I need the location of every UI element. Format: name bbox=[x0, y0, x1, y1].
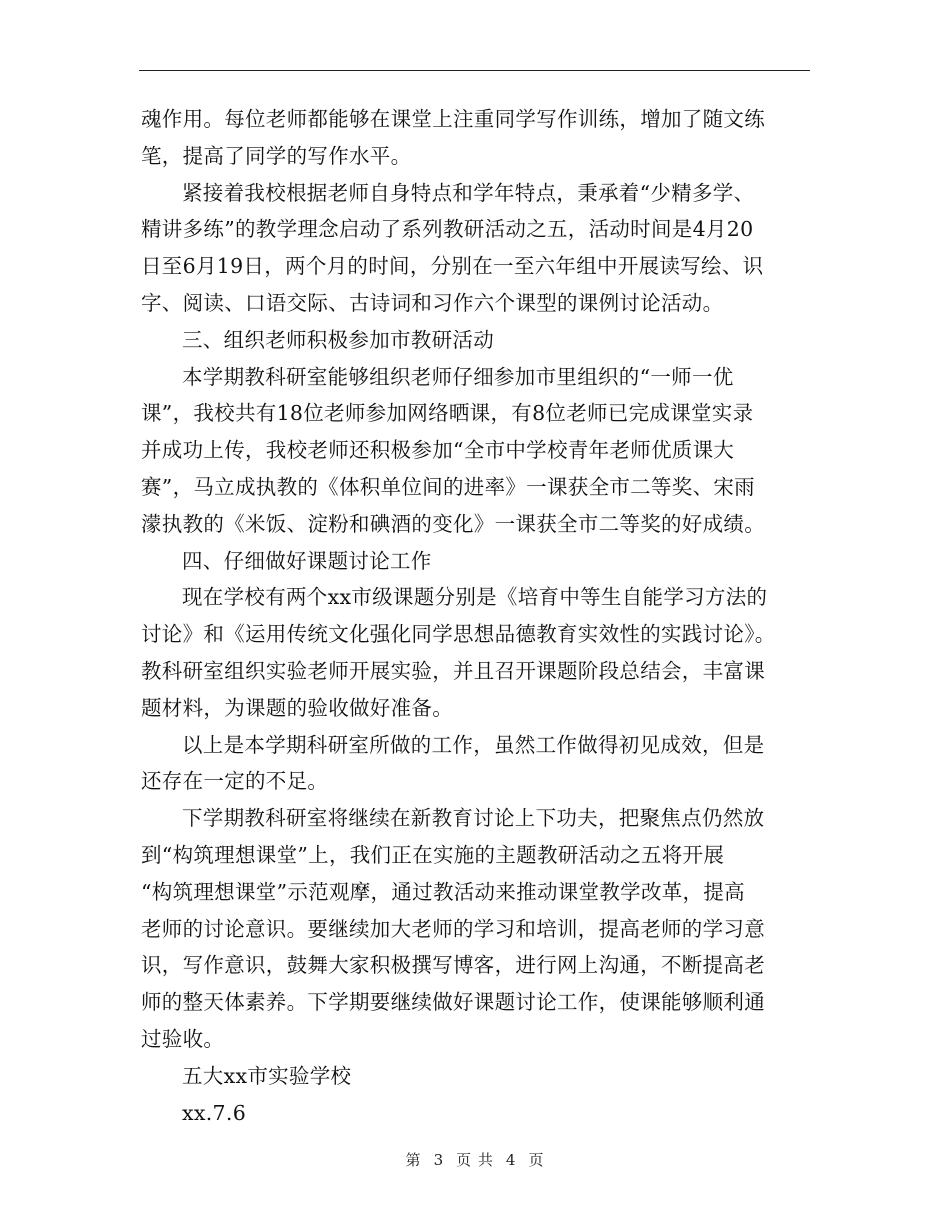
page-suffix: 页 bbox=[528, 1151, 545, 1169]
header-rule bbox=[139, 70, 810, 71]
text-line: 到“构筑理想课堂”上，我们正在实施的主题教研活动之五将开展 bbox=[141, 842, 725, 867]
page-mid: 页 共 bbox=[456, 1151, 494, 1169]
text-line: 并成功上传，我校老师还积极参加“全市中学校青年老师优质课大 bbox=[141, 438, 735, 463]
text-line: 魂作用。每位老师都能够在课堂上注重同学写作训练，增加了随文练 bbox=[141, 107, 765, 131]
text-line: 老师的讨论意识。要继续加大老师的学习和培训，提高老师的学习意 bbox=[141, 916, 765, 941]
text-line: 现在学校有两个xx市级课题分别是《培育中等生自能学习方法的 bbox=[182, 585, 768, 610]
text-line: 紧接着我校根据老师自身特点和学年特点，秉承着“少精多学、 bbox=[182, 180, 755, 205]
text-line: 识，写作意识，鼓舞大家积极撰写博客，进行网上沟通，不断提高老 bbox=[141, 953, 765, 978]
text-line: 师的整天体素养。下学期要继续做好课题讨论工作，使课能够顺利通 bbox=[141, 990, 765, 1015]
page-footer bbox=[0, 1150, 950, 1170]
text-line: “构筑理想课堂”示范观摩，通过教活动来推动课堂教学改革，提高 bbox=[141, 879, 745, 904]
text-line: 日至6月19日，两个月的时间，分别在一至六年组中开展读写绘、识 bbox=[141, 254, 764, 279]
text-line: 课”，我校共有18位老师参加网络晒课，有8位老师已完成课堂实录 bbox=[141, 401, 754, 426]
text-line: 题材料，为课题的验收做好准备。 bbox=[141, 695, 453, 720]
text-line: 濛执教的《米饭、淀粉和碘酒的变化》一课获全市二等奖的好成绩。 bbox=[141, 511, 765, 536]
text-line: 笔，提高了同学的写作水平。 bbox=[141, 143, 412, 168]
signature-organization: 五大xx市实验学校 bbox=[182, 1063, 352, 1088]
text-line: 本学期教科研室能够组织老师仔细参加市里组织的“一师一优 bbox=[182, 364, 734, 389]
signature-date: xx.7.6 bbox=[182, 1100, 247, 1125]
page-number: 3 bbox=[433, 1151, 445, 1169]
section-heading: 三、组织老师积极参加市教研活动 bbox=[182, 327, 494, 352]
document-body bbox=[141, 101, 801, 1131]
text-line: 还存在一定的不足。 bbox=[141, 769, 329, 794]
total-pages: 4 bbox=[505, 1151, 517, 1169]
text-line: 精讲多练”的教学理念启动了系列教研活动之五，活动时间是4月20 bbox=[141, 217, 754, 242]
text-line: 赛”，马立成执教的《体积单位间的进率》一课获全市二等奖、宋雨 bbox=[141, 474, 755, 499]
text-line: 讨论》和《运用传统文化强化同学思想品德教育实效性的实践讨论》。 bbox=[141, 622, 776, 647]
page-prefix: 第 bbox=[405, 1151, 422, 1169]
text-line: 教科研室组织实验老师开展实验，并且召开课题阶段总结会，丰富课 bbox=[141, 658, 765, 683]
text-line: 过验收。 bbox=[141, 1026, 225, 1051]
section-heading: 四、仔细做好课题讨论工作 bbox=[182, 548, 432, 573]
text-line: 以上是本学期科研室所做的工作，虽然工作做得初见成效，但是 bbox=[182, 732, 765, 757]
text-line: 下学期教科研室将继续在新教育讨论上下功夫，把聚焦点仍然放 bbox=[182, 806, 765, 831]
text-line: 字、阅读、口语交际、古诗词和习作六个课型的课例讨论活动。 bbox=[141, 290, 724, 315]
